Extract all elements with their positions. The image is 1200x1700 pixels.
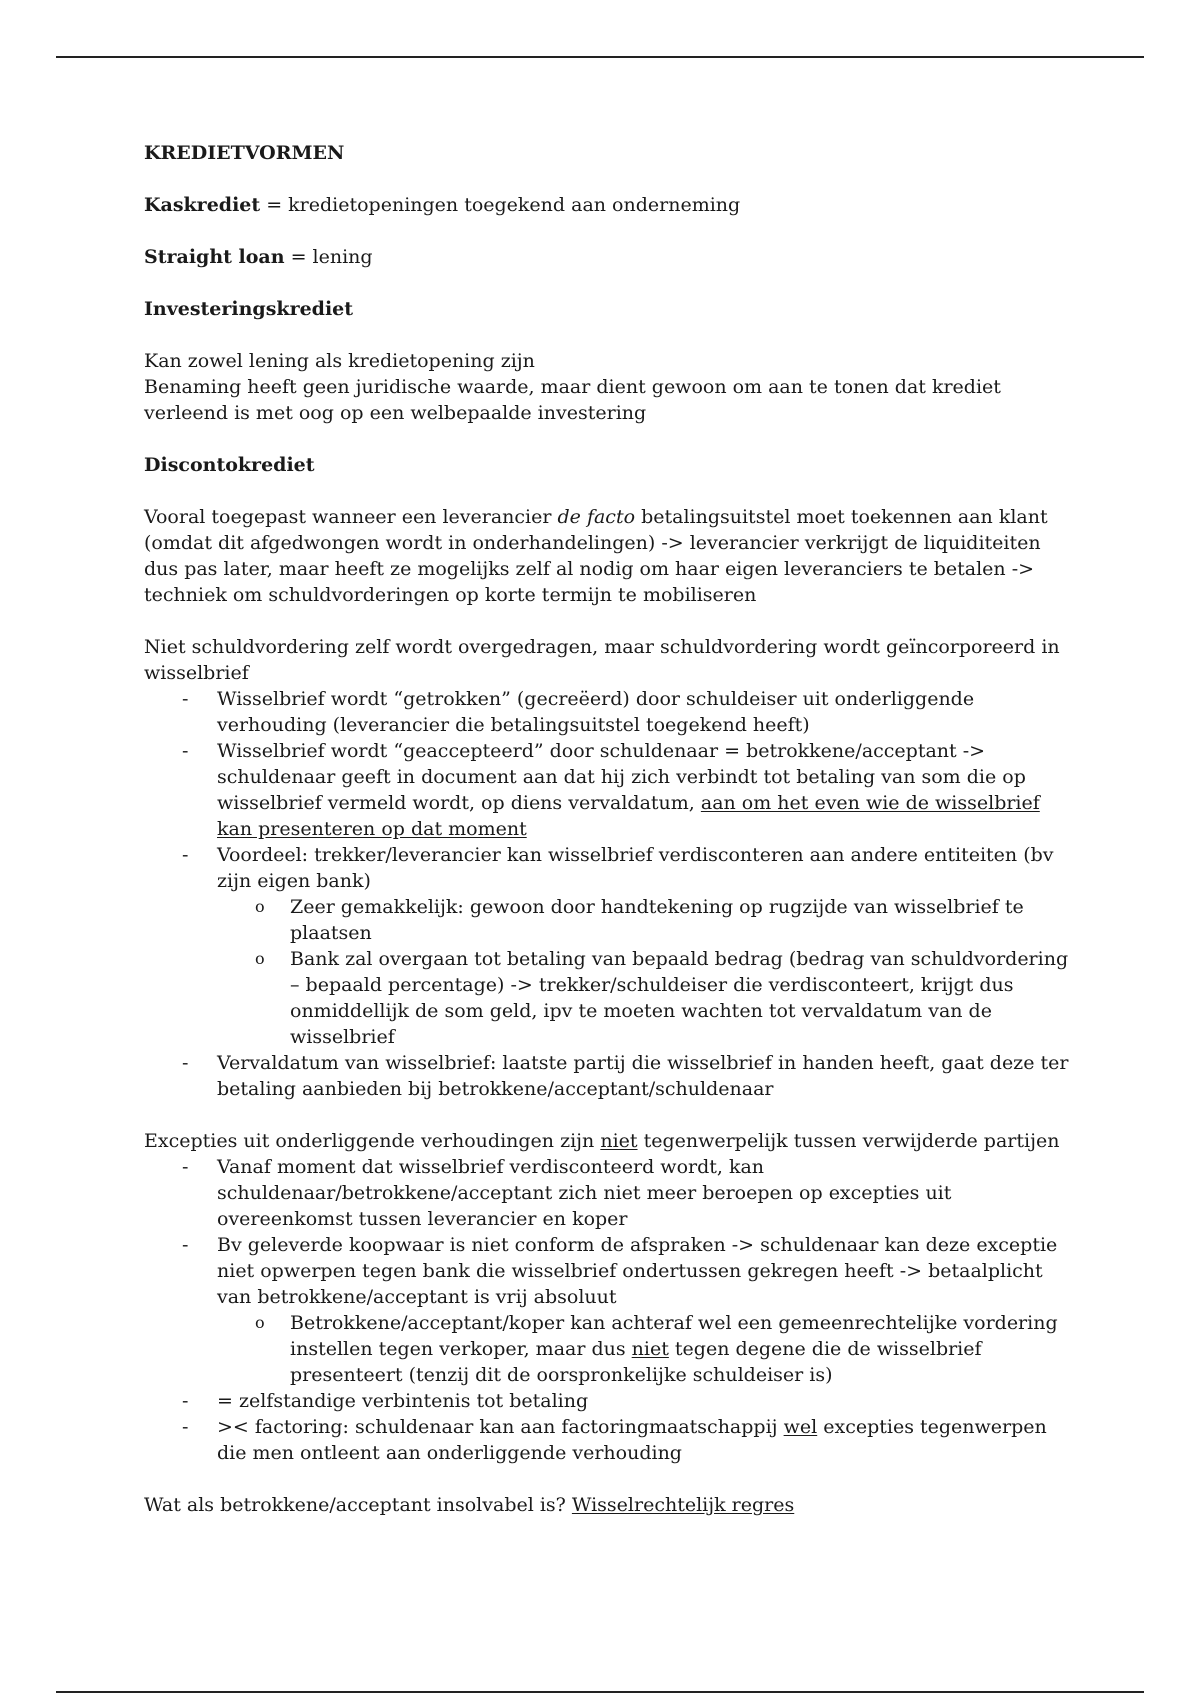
discont-p1-end: betalingsuitstel moet toekennen aan klant (omdat dit afgedwongen wordt in onderhandelingen) -> leverancier verkrijgt de liquiditeiten dus pas later, maar heeft ze mogelijks zelf al nodig om haar eigen leveranciers te betalen -> techniek om schuldvorderingen op korte termijn te mobiliseren [144,506,1048,606]
circle-bullet: o [255,949,265,968]
sub-list-item [217,1310,1074,1388]
sub-list-item-text: tegen degene die de wisselbrief presenteert (tenzij dit de oorspronkelijke schuldeiser is) [290,1338,982,1386]
circle-bullet: o [255,897,265,916]
list-item-text: Wisselbrief wordt “geaccepteerd” door schuldenaar = betrokkene/acceptant -> schuldenaar geeft in document aan dat hij zich verbindt tot betaling van som die op wisselbrief vermeld wordt, op diens vervaldatum, [217,740,1026,814]
underlined-text: niet [600,1130,638,1152]
investering-line-2: Benaming heeft geen juridische waarde, maar dient gewoon om aan te tonen dat krediet verleend is met oog op een welbepaalde investering [144,376,1001,424]
discont-p3-end: tegenwerpelijk tussen verwijderde partijen [637,1130,1060,1152]
discont-heading [144,452,1074,478]
list-item-text: Vanaf moment dat wisselbrief verdisconteerd wordt, kan schuldenaar/betrokkene/acceptant zich niet meer beroepen op excepties uit overeenkomst tussen leverancier en koper [217,1156,952,1230]
list-item [144,1050,1074,1102]
kaskrediet-definition [144,192,1074,218]
underlined-text: wel [783,1416,818,1438]
sub-list-item [217,946,1074,1050]
investering-line-1: Kan zowel lening als kredietopening zijn [144,350,535,372]
sub-list [217,1310,1074,1388]
straight-loan-text: lening [312,246,373,268]
dash-bullet: - [182,1156,189,1178]
dash-bullet: - [182,688,189,710]
discont-heading-text: Discontokrediet [144,454,315,476]
page-title: KREDIETVORMEN [144,142,345,164]
final-question-text: Wat als betrokkene/acceptant insolvabel is? [144,1494,572,1516]
list-item [144,1154,1074,1232]
discont-p1-start: Vooral toegepast wanneer een leverancier [144,506,558,528]
list-item [144,686,1074,738]
discont-final-question [144,1492,1074,1518]
definition-separator: = [284,246,313,268]
straight-loan-term: Straight loan [144,246,285,268]
kaskrediet-text: kredietopeningen toegekend aan onderneming [288,194,741,216]
list-item-text: Voordeel: trekker/leverancier kan wisselbrief verdisconteren aan andere entiteiten (bv zijn eigen bank) [217,844,1054,892]
discont-p1-italic: de facto [557,506,636,528]
dash-bullet: - [182,1234,189,1256]
list-item [144,842,1074,1050]
dash-bullet: - [182,1390,189,1412]
definition-separator: = [260,194,289,216]
discont-paragraph-2: Niet schuldvordering zelf wordt overgedragen, maar schuldvordering wordt geïncorporeerd in wisselbrief [144,636,1060,684]
underlined-text: niet [631,1338,669,1360]
sub-list-item [217,894,1074,946]
dash-bullet: - [182,1416,189,1438]
list-item [144,738,1074,842]
list-item [144,1388,1074,1414]
list-item-text: Wisselbrief wordt “getrokken” (gecreëerd) door schuldeiser uit onderliggende verhouding (leverancier die betalingsuitstel toegekend heeft) [217,688,975,736]
sub-list-item-text: Bank zal overgaan tot betaling van bepaald bedrag (bedrag van schuldvordering – bepaald percentage) -> trekker/schuldeiser die verdisconteert, krijgt dus onmiddellijk de som geld, ipv te moeten wachten tot vervaldatum van de wisselbrief [290,948,1069,1048]
dash-bullet: - [182,844,189,866]
discont-list-1 [144,686,1074,1102]
list-item [144,1414,1074,1466]
list-item [144,1232,1074,1388]
investering-heading-text: Investeringskrediet [144,298,354,320]
underlined-text: Wisselrechtelijk regres [571,1494,795,1516]
investering-heading [144,296,1074,322]
list-item-text: Bv geleverde koopwaar is niet conform de afspraken -> schuldenaar kan deze exceptie niet opwerpen tegen bank die wisselbrief ondertussen gekregen heeft -> betaalplicht van betrokkene/acceptant is vrij absoluut [217,1234,1058,1308]
sub-list [217,894,1074,1050]
dash-bullet: - [182,740,189,762]
sub-list-item-text: Betrokkene/acceptant/koper kan achteraf wel een gemeenrechtelijke vordering instellen tegen verkoper, maar dus [290,1312,1058,1360]
discont-list-2 [144,1154,1074,1466]
document-body [144,140,1074,1518]
discont-paragraph-1 [144,504,1074,608]
underlined-text: aan om het even wie de wisselbrief kan presenteren op dat moment [217,792,1040,840]
straight-loan-definition [144,244,1074,270]
dash-bullet: - [182,1052,189,1074]
kaskrediet-term: Kaskrediet [144,194,261,216]
footer-rule [56,1691,1144,1693]
list-item-text: Vervaldatum van wisselbrief: laatste partij die wisselbrief in handen heeft, gaat deze ter betaling aanbieden bij betrokkene/acceptant/schuldenaar [217,1052,1069,1100]
list-item-text: = zelfstandige verbintenis tot betaling [217,1390,589,1412]
sub-list-item-text: Zeer gemakkelijk: gewoon door handtekening op rugzijde van wisselbrief te plaatsen [290,896,1024,944]
header-rule [56,56,1144,58]
discont-p3-start: Excepties uit onderliggende verhoudingen zijn [144,1130,601,1152]
circle-bullet: o [255,1313,265,1332]
list-item-text: >< factoring: schuldenaar kan aan factoringmaatschappij [217,1416,784,1438]
list-item-text: excepties tegenwerpen die men ontleent aan onderliggende verhouding [217,1416,1047,1464]
discont-paragraph-3 [144,1128,1074,1154]
